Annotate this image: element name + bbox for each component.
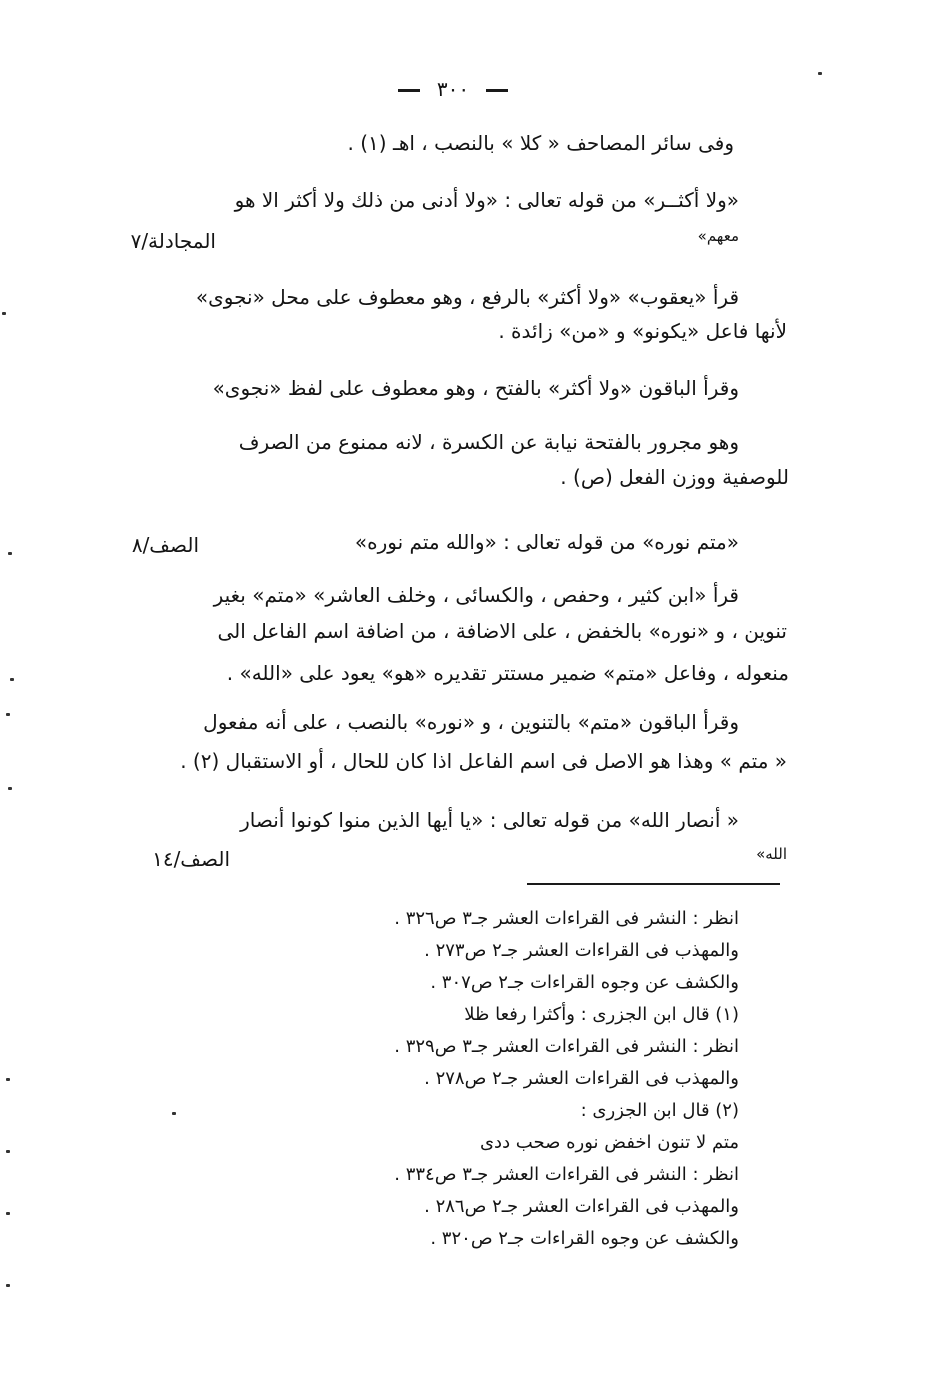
body-line: وهو مجرور بالفتحة نيابة عن الكسرة ، لانه ممنوع من الصرف bbox=[238, 430, 739, 454]
footnote-line: انظر : النشر فى القراءات العشر جـ٣ ص٣٣٤ . bbox=[394, 1164, 739, 1185]
scan-speck bbox=[8, 552, 12, 555]
body-line: «ولا أكثــر» من قوله تعالى : «ولا أدنى من ذلك ولا أكثر الا هو bbox=[234, 188, 739, 212]
body-line: الصف/١٤ bbox=[152, 847, 230, 871]
footnote-line: والكشف عن وجوه القراءات جـ٢ ص٣٠٧ . bbox=[430, 972, 739, 993]
page-number: ٣٠٠ bbox=[398, 76, 508, 102]
body-line: وقرأ الباقون «متم» بالتنوين ، و «نوره» بالنصب ، على أنه مفعول bbox=[203, 710, 739, 734]
body-line: وقرأ الباقون «ولا أكثر» بالفتح ، وهو معطوف على لفظ «نجوى» bbox=[212, 376, 739, 400]
body-line: وفى سائر المصاحف « كلا » بالنصب ، اهـ (١) . bbox=[347, 131, 734, 155]
body-line: « أنصار الله» من قوله تعالى : «يا أيها الذين منوا كونوا أنصار bbox=[240, 808, 739, 832]
footnote-separator bbox=[527, 883, 780, 885]
footnote-line: انظر : النشر فى القراءات العشر جـ٣ ص٣٢٦ . bbox=[394, 908, 739, 929]
footnote-line: والكشف عن وجوه القراءات جـ٢ ص٣٢٠ . bbox=[430, 1228, 739, 1249]
body-line: قرأ «يعقوب» «ولا أكثر» بالرفع ، وهو معطوف على محل «نجوى» bbox=[195, 285, 739, 309]
footnote-line: والمهذب فى القراءات العشر جـ٢ ص٢٧٨ . bbox=[424, 1068, 739, 1089]
body-line: تنوين ، و «نوره» بالخفض ، على الاضافة ، من اضافة اسم الفاعل الى bbox=[217, 619, 787, 643]
scan-speck bbox=[2, 312, 6, 315]
body-line: المجادلة/٧ bbox=[130, 229, 216, 253]
footnote-line: والمهذب فى القراءات العشر جـ٢ ص٢٨٦ . bbox=[424, 1196, 739, 1217]
body-line: للوصفية ووزن الفعل (ص) . bbox=[560, 465, 789, 489]
body-line: « متم » وهذا هو الاصل فى اسم الفاعل اذا كان للحال ، أو الاستقبال (٢) . bbox=[180, 749, 787, 773]
scan-speck bbox=[6, 1284, 10, 1287]
body-line: معهم» bbox=[697, 227, 739, 245]
footnote-line: (١) قال ابن الجزرى : وأكثرا رفعا ظلا bbox=[464, 1004, 739, 1025]
scan-speck bbox=[6, 1078, 10, 1081]
body-line: «متم نوره» من قوله تعالى : «والله متم نوره» bbox=[354, 530, 739, 554]
scan-speck bbox=[6, 713, 10, 716]
scan-speck bbox=[8, 787, 12, 790]
body-line: لأنها فاعل «يكونو» و «من» زائدة . bbox=[498, 319, 787, 343]
scan-speck bbox=[818, 72, 822, 75]
footnote-line: متم لا تنون اخفض نوره صحب ددى bbox=[479, 1132, 739, 1153]
body-line: منعوله ، وفاعل «متم» ضمير مستتر تقديره «هو» يعود على «الله» . bbox=[226, 661, 789, 685]
body-line: الصف/٨ bbox=[131, 533, 199, 557]
scan-speck bbox=[6, 1150, 10, 1153]
body-line: الله» bbox=[756, 845, 787, 863]
scan-speck bbox=[6, 1212, 10, 1215]
footnote-line: والمهذب فى القراءات العشر جـ٢ ص٢٧٣ . bbox=[424, 940, 739, 961]
scan-speck bbox=[172, 1112, 176, 1115]
footnote-line: انظر : النشر فى القراءات العشر جـ٣ ص٣٢٩ . bbox=[394, 1036, 739, 1057]
scan-speck bbox=[10, 678, 14, 681]
body-line: قرأ «ابن كثير ، وحفص ، والكسائى ، وخلف العاشر» «متم» بغير bbox=[213, 583, 739, 607]
footnote-line: (٢) قال ابن الجزرى : bbox=[580, 1100, 739, 1121]
